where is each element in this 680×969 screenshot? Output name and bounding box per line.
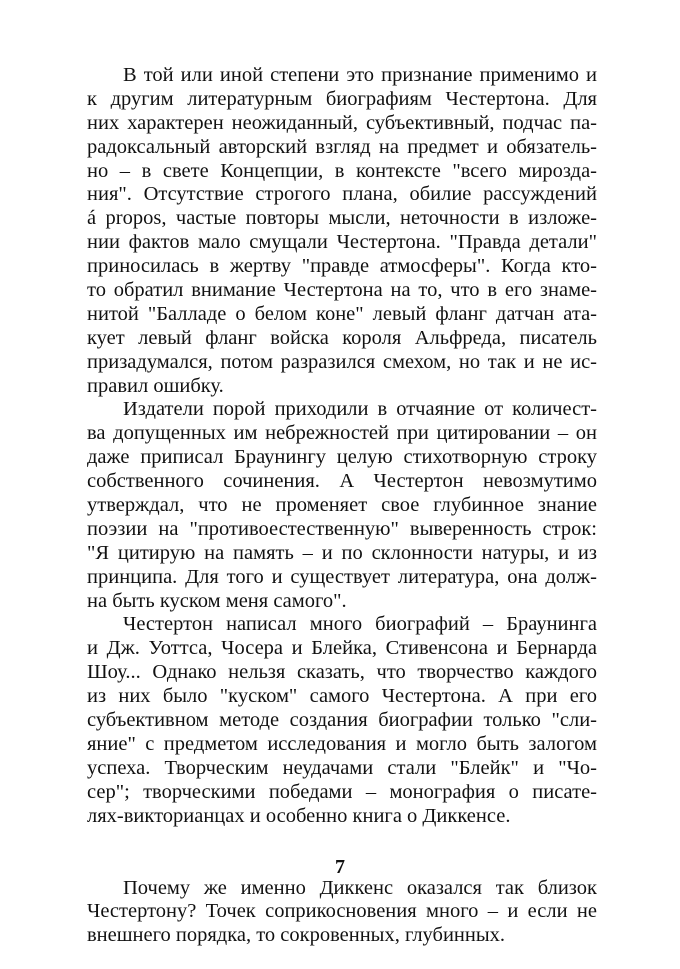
- text-line: призадумался, потом разразился смехом, но так и не ис-: [87, 350, 597, 373]
- text-line: собственного сочинения. А Честертон невозмутимо: [87, 470, 597, 493]
- text-line: Издатели порой приходили в отчаяние от количест-: [123, 398, 597, 421]
- paragraph-4: [87, 877, 597, 949]
- text-line: успеха. Творческим неудачами стали "Блейк" и "Чо-: [87, 756, 597, 779]
- text-line: приносилась в жертву "правде атмосферы". Когда кто-: [87, 255, 597, 278]
- text-line: В той или иной степени это признание применимо и: [123, 64, 597, 86]
- text-line: и Дж. Уоттса, Чосера и Блейка, Стивенсона и Бернарда: [87, 637, 597, 660]
- text-line: поэзии на "противоестественную" выверенность строк:: [87, 517, 597, 540]
- text-line: правил ошибку.: [87, 374, 224, 397]
- text-line: ния". Отсутствие строгого плана, обилие рассуждений: [87, 183, 597, 206]
- text-line: них характерен неожиданный, субъективный, подчас па-: [87, 111, 597, 134]
- text-line: то обратил внимание Честертона на то, что в его знаме-: [87, 279, 597, 302]
- page-text: [87, 64, 597, 948]
- text-line: на быть куском меня самого".: [87, 589, 347, 612]
- text-line: Честертон написал много биографий – Браунинга: [123, 613, 597, 636]
- text-line: утверждал, что не променяет свое глубинное знание: [87, 494, 597, 517]
- text-line: Честертону? Точек соприкосновения много – и если не: [87, 900, 597, 923]
- text-line: из них было "куском" самого Честертона. А при его: [87, 685, 597, 708]
- text-line: даже приписал Браунингу целую стихотворную строку: [87, 446, 597, 469]
- text-line: лях-викторианцах и особенно книга о Диккенсе.: [87, 804, 511, 827]
- text-line: яние" с предметом исследования и могло быть залогом: [87, 732, 597, 755]
- text-line: ва допущенных им небрежностей при цитировании – он: [87, 422, 597, 445]
- text-line: нитой "Балладе о белом коне" левый фланг датчан ата-: [87, 302, 597, 325]
- text-line: á propos, частые повторы мысли, неточности в изложе-: [87, 207, 597, 230]
- paragraph-1: [87, 64, 597, 398]
- paragraph-2: [87, 398, 597, 613]
- text-line: к другим литературным биографиям Честертона. Для: [87, 87, 597, 110]
- text-line: нии фактов мало смущали Честертона. "Правда детали": [87, 231, 597, 254]
- text-line: радоксальный авторский взгляд на предмет и обязатель-: [87, 135, 597, 158]
- text-line: Почему же именно Диккенс оказался так близок: [123, 876, 597, 899]
- paragraph-3: [87, 613, 597, 828]
- text-line: "Я цитирую на память – и по склонности натуры, и из: [87, 541, 597, 564]
- text-line: Шоу... Однако нельзя сказать, что творчество каждого: [87, 661, 597, 684]
- text-line: принципа. Для того и существует литература, она долж-: [87, 565, 597, 588]
- text-line: внешнего порядка, то сокровенных, глубинных.: [87, 924, 506, 947]
- text-line: сер"; творческими победами – монография о писате-: [87, 780, 597, 803]
- page-number: 7: [335, 856, 345, 878]
- text-line: субъективном методе создания биографии только "сли-: [87, 709, 597, 732]
- text-line: но – в свете Концепции, в контексте "всего мирозда-: [87, 159, 597, 182]
- text-line: кует левый фланг войска короля Альфреда, писатель: [87, 326, 597, 349]
